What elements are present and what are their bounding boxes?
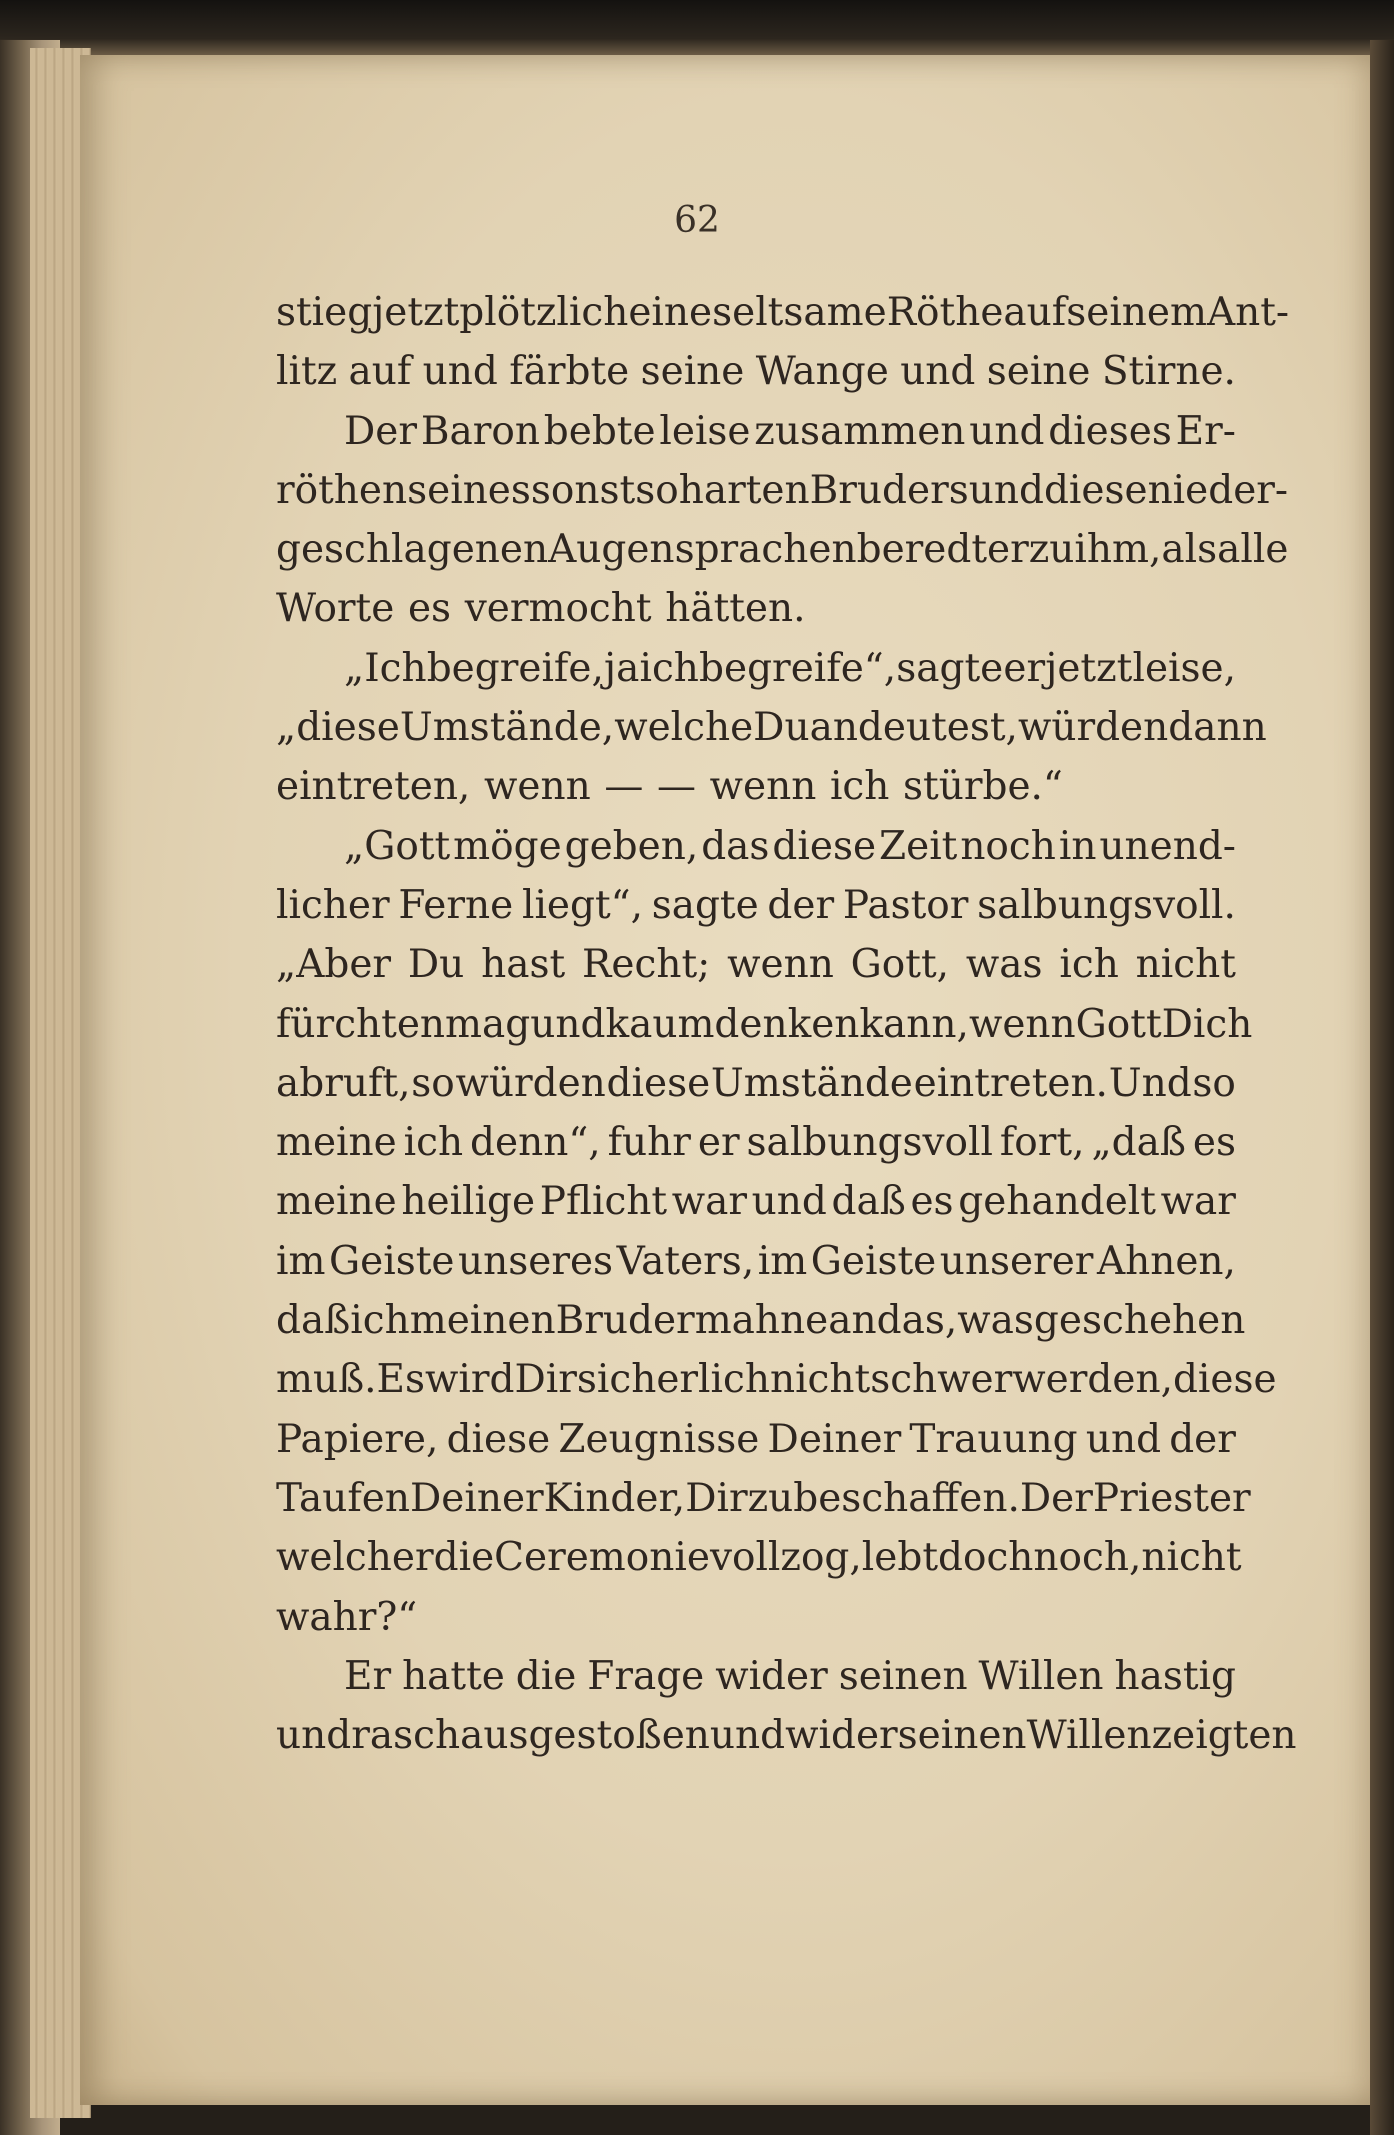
text-line: im Geiste unseres Vaters, im Geiste unserer Ahnen, bbox=[276, 1238, 1236, 1284]
text-line: fürchten mag und kaum denken kann, wenn Gott Dich bbox=[276, 1001, 1253, 1047]
scan-right-edge bbox=[1370, 40, 1394, 2135]
text-line: wahr?“ bbox=[276, 1594, 418, 1640]
text-line: Er hatte die Frage wider seinen Willen hastig bbox=[344, 1653, 1236, 1699]
text-line: licher Ferne liegt“, sagte der Pastor salbungsvoll. bbox=[276, 882, 1236, 928]
text-line: daß ich meinen Bruder mahne an das, was geschehen bbox=[276, 1298, 1246, 1344]
text-line: geschlagenen Augen sprachen beredter zu ihm, als alle bbox=[276, 527, 1289, 573]
text-line: welcher die Ceremonie vollzog, lebt doch noch, nicht bbox=[276, 1535, 1242, 1581]
text-line: Taufen Deiner Kinder, Dir zu beschaffen. Der Priester bbox=[276, 1475, 1251, 1521]
text-line: „Ich begreife, ja ich begreife“, sagte er jetzt leise, bbox=[344, 645, 1236, 691]
text-line: muß. Es wird Dir sicherlich nicht schwer werden, diese bbox=[276, 1357, 1277, 1403]
text-line: litz auf und färbte seine Wange und seine Stirne. bbox=[276, 349, 1236, 395]
page-number: 62 bbox=[674, 200, 720, 241]
text-line: „Aber Du hast Recht; wenn Gott, was ich nicht bbox=[276, 942, 1236, 988]
scan-top-edge bbox=[0, 0, 1394, 55]
text-line: Der Baron bebte leise zusammen und dieses Er- bbox=[344, 408, 1236, 454]
text-line: Worte es vermocht hätten. bbox=[276, 586, 806, 632]
text-line: stieg jetzt plötzlich eine seltsame Röthe auf seinem Ant- bbox=[276, 290, 1290, 335]
text-line: meine ich denn“, fuhr er salbungsvoll fort, „daß es bbox=[276, 1120, 1236, 1166]
text-line: „Gott möge geben, das diese Zeit noch in unend- bbox=[344, 823, 1236, 869]
text-line: abruft, so würden diese Umstände eintreten. Und so bbox=[276, 1060, 1236, 1106]
text-line: und rasch ausgestoßen und wider seinen Willen zeigten bbox=[276, 1713, 1297, 1759]
text-line: „diese Umstände, welche Du andeutest, würden dann bbox=[276, 705, 1267, 751]
text-line: eintreten, wenn — — wenn ich stürbe.“ bbox=[276, 764, 1063, 810]
body-text bbox=[276, 283, 1297, 1765]
text-line: Papiere, diese Zeugnisse Deiner Trauung und der bbox=[276, 1416, 1236, 1462]
text-line: meine heilige Pflicht war und daß es gehandelt war bbox=[276, 1179, 1236, 1225]
text-line: röthen seines sonst so harten Bruders und diese nieder- bbox=[276, 467, 1289, 513]
